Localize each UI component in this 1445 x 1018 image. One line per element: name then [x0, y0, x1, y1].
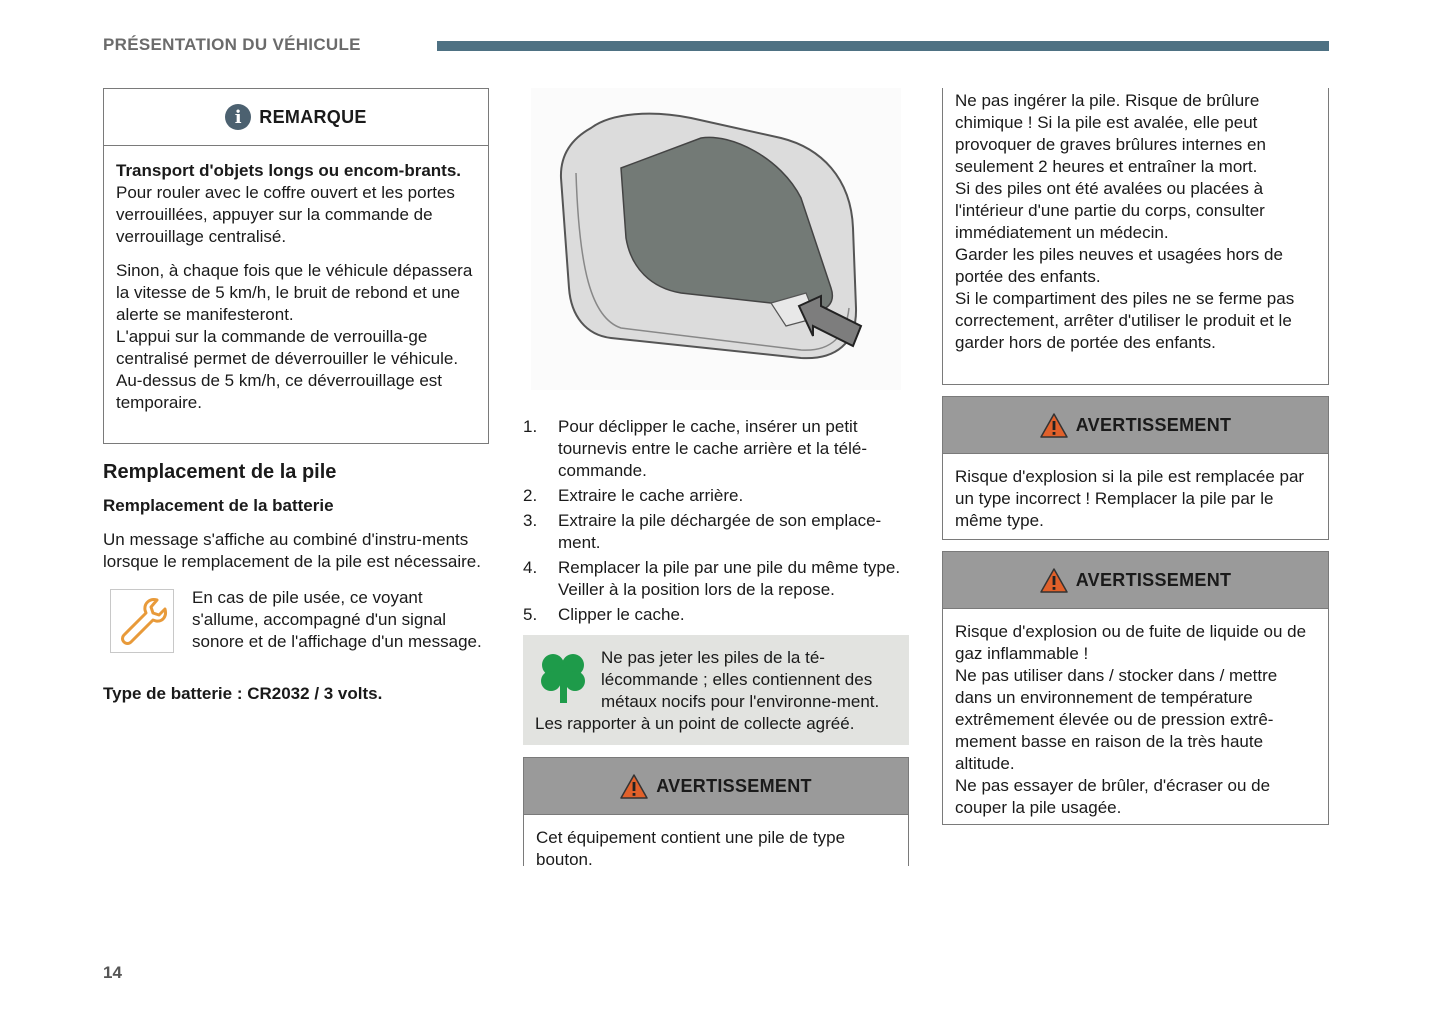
- warning-header: [524, 758, 908, 815]
- remarque-bold: Transport d'objets longs ou encom-brants.: [116, 161, 462, 180]
- remarque-paragraph-4: Au-dessus de 5 km/h, ce déverrouillage est temporaire.: [116, 371, 443, 412]
- warning-text-1: Risque d'explosion ou de fuite de liquide ou de gaz inflammable !: [955, 622, 1307, 663]
- warning-text-3: Ne pas essayer de brûler, d'écraser ou de couper la pile usagée.: [955, 776, 1271, 817]
- column-left: [103, 88, 489, 705]
- list-item: 4. Remplacer la pile par une pile du même type. Veiller à la position lors de la repose.: [523, 558, 901, 599]
- list-item: 1. Pour déclipper le cache, insérer un petit tournevis entre le cache arrière et la télé-commande.: [523, 417, 867, 480]
- header-title: PRÉSENTATION DU VÉHICULE: [103, 35, 361, 54]
- warning-title: AVERTISSEMENT: [1075, 414, 1232, 435]
- compartment-text: Si le compartiment des piles ne se ferme pas correctement, arrêter d'utiliser le produit et le garder hors de portée des enfants.: [955, 289, 1295, 352]
- section-title: Remplacement de la pile: [103, 461, 337, 483]
- clover-icon: [539, 649, 587, 705]
- section-subtitle: Remplacement de la batterie: [103, 496, 334, 515]
- indicator-text: En cas de pile usée, ce voyant s'allume, accompagné d'un signal sonore et de l'affichage d'un message.: [192, 588, 482, 651]
- remarque-header: [104, 89, 488, 146]
- warning-box-explosion-type: [942, 396, 1329, 540]
- page-number: 14: [103, 963, 122, 982]
- eco-text: Ne pas jeter les piles de la té-lécommande ; elles contiennent des métaux nocifs pour l'environne-ment. Les rapporter à un point de collecte agréé.: [535, 648, 880, 733]
- battery-indicator: [103, 587, 489, 653]
- eco-note: [523, 635, 909, 745]
- indicator-frame: [110, 589, 174, 653]
- children-text: Garder les piles neuves et usagées hors de portée des enfants.: [955, 245, 1283, 286]
- list-item: 2. Extraire le cache arrière.: [523, 486, 744, 505]
- warning-text: Risque d'explosion si la pile est remplacée par un type incorrect ! Remplacer la pile par le même type.: [955, 467, 1305, 530]
- info-icon: i: [225, 104, 251, 130]
- list-item: 5. Clipper le cache.: [523, 605, 685, 624]
- ingestion-text: Ne pas ingérer la pile. Risque de brûlure chimique ! Si la pile est avalée, elle peut provoquer de graves brûlures internes en seulement 2 heures et entraîner la mort.: [955, 91, 1266, 176]
- key-fob-image: [531, 88, 901, 390]
- remarque-paragraph-2: Sinon, à chaque fois que le véhicule dépassera la vitesse de 5 km/h, le bruit de rebond et une alerte se manifesteront.: [116, 261, 473, 324]
- swallowed-text: Si des piles ont été avalées ou placées à l'intérieur d'une partie du corps, consulter immédiatement un médecin.: [955, 179, 1265, 242]
- warning-text-2: Ne pas utiliser dans / stocker dans / mettre dans un environnement de température extrêmement élevée ou de pression extrê-mement basse en raison de la très haute altitude.: [955, 666, 1278, 773]
- battery-type: Type de batterie : CR2032 / 3 volts.: [103, 684, 383, 703]
- column-right: [942, 88, 1329, 825]
- warning-text: Cet équipement contient une pile de type bouton.: [536, 828, 846, 869]
- remarque-paragraph-3: L'appui sur la commande de verrouilla-ge centralisé permet de déverrouiller le véhicule.: [116, 327, 459, 368]
- warning-triangle-icon: [1040, 413, 1068, 438]
- key-fob-illustration: [531, 88, 901, 390]
- continued-warning-box: [942, 88, 1329, 385]
- warning-title: AVERTISSEMENT: [1075, 569, 1232, 590]
- section-intro: Un message s'affiche au combiné d'instru-ments lorsque le remplacement de la pile est nécessaire.: [103, 530, 481, 571]
- remarque-p1-text: Pour rouler avec le coffre ouvert et les portes verrouillées, appuyer sur la commande de verrouillage centralisé.: [116, 183, 455, 246]
- warning-box-battery-type: [523, 757, 909, 869]
- warning-triangle-icon: [620, 774, 648, 799]
- warning-header: [943, 397, 1328, 454]
- remarque-box: [103, 88, 489, 444]
- steps-list: [523, 416, 909, 626]
- column-middle: [523, 88, 909, 869]
- warning-triangle-icon: [1040, 568, 1068, 593]
- warning-title: AVERTISSEMENT: [656, 775, 812, 796]
- warning-box-explosion-leak: [942, 551, 1329, 825]
- list-item: 3. Extraire la pile déchargée de son emplace-ment.: [523, 511, 882, 552]
- warning-header: [943, 552, 1328, 609]
- wrench-icon: [115, 594, 169, 648]
- remarque-title: REMARQUE: [259, 106, 367, 127]
- remarque-paragraph-1: [116, 160, 476, 248]
- header-bar: [437, 41, 1329, 51]
